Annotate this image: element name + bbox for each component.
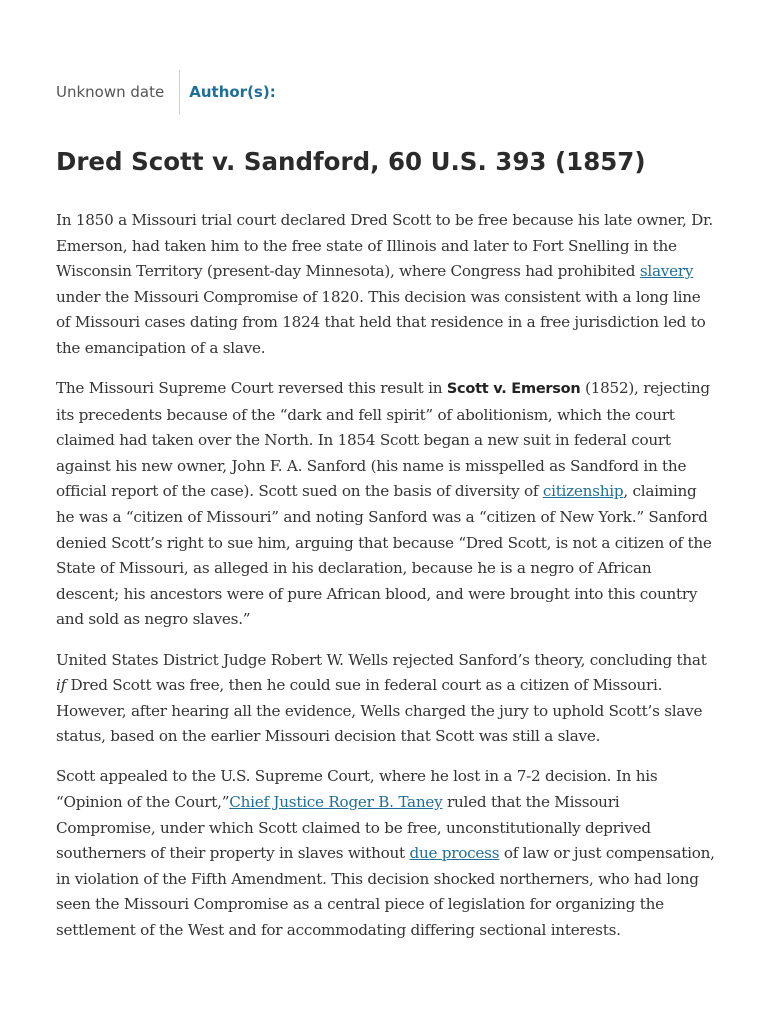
- article-title: Dred Scott v. Sandford, 60 U.S. 393 (1857): [56, 147, 646, 176]
- paragraph-2: [56, 376, 716, 633]
- link-slavery[interactable]: slavery: [639, 262, 694, 281]
- link-due-process[interactable]: due process: [409, 844, 500, 863]
- paragraph-2-text-b: (1852), rejecting its precedents because of the “dark and fell spirit” of abolitionism, which the court claimed had taken over the North. In 1854 Scott began a new suit in federal court against his new owner, John F. A. Sanford (his name is misspelled as Sandford in the official report of the case). Scott sued on the basis of diversity of: [56, 379, 710, 501]
- italic-if: if: [56, 676, 66, 695]
- paragraph-1-text-a: In 1850 a Missouri trial court declared Dred Scott to be free because his late owner, Dr. Emerson, had taken him to the free state of Illinois and later to Fort Snelling in the Wisconsin Territory (present-day Minnesota), where Congress had prohibited: [56, 211, 713, 281]
- paragraph-4-text-c: of law or just compensation, in violation of the Fifth Amendment. This decision shocked northerners, who had long seen the Missouri Compromise as a central piece of legislation for organizing the settlement of the West and for accommodating differing sectional interests.: [56, 844, 715, 939]
- article-body: [56, 208, 716, 958]
- paragraph-4: [56, 764, 716, 943]
- paragraph-4-text-a: Scott appealed to the U.S. Supreme Court, where he lost in a 7-2 decision. In his “Opinion of the Court,”: [56, 767, 658, 811]
- paragraph-2-text-a: The Missouri Supreme Court reversed this result in: [56, 379, 447, 398]
- paragraph-3-text-a: United States District Judge Robert W. Wells rejected Sanford’s theory, concluding that: [56, 650, 707, 669]
- paragraph-3-text-b: Dred Scott was free, then he could sue in federal court as a citizen of Missouri. However, after hearing all the evidence, Wells charged the jury to uphold Scott’s slave status, based on the earlier Missouri decision that Scott was still a slave.: [56, 676, 703, 746]
- publish-date: Unknown date: [56, 83, 165, 101]
- paragraph-1: [56, 208, 716, 362]
- author-label: Author(s):: [189, 83, 276, 101]
- paragraph-3: [56, 648, 716, 750]
- case-name-scott-v-emerson: Scott v. Emerson: [446, 381, 581, 398]
- link-citizenship[interactable]: citizenship: [542, 482, 624, 501]
- article-meta: [56, 70, 276, 115]
- paragraph-1-text-b: under the Missouri Compromise of 1820. This decision was consistent with a long line of Missouri cases dating from 1824 that held that residence in a free jurisdiction led to the emancipation of a slave.: [56, 287, 706, 357]
- link-chief-justice-taney[interactable]: Chief Justice Roger B. Taney: [229, 792, 443, 811]
- paragraph-2-text-c: , claiming he was a “citizen of Missouri” and noting Sanford was a “citizen of New York.” Sanford denied Scott’s right to sue him, arguing that because “Dred Scott, is not a citizen of the State of Missouri, as alleged in his declaration, because he is a negro of African descent; his ancestors were of pure African blood, and were brought into this country and sold as negro slaves.”: [56, 482, 712, 629]
- paragraph-4-text-b: ruled that the Missouri Compromise, under which Scott claimed to be free, unconstitutionally deprived southerners of their property in slaves without: [56, 792, 651, 863]
